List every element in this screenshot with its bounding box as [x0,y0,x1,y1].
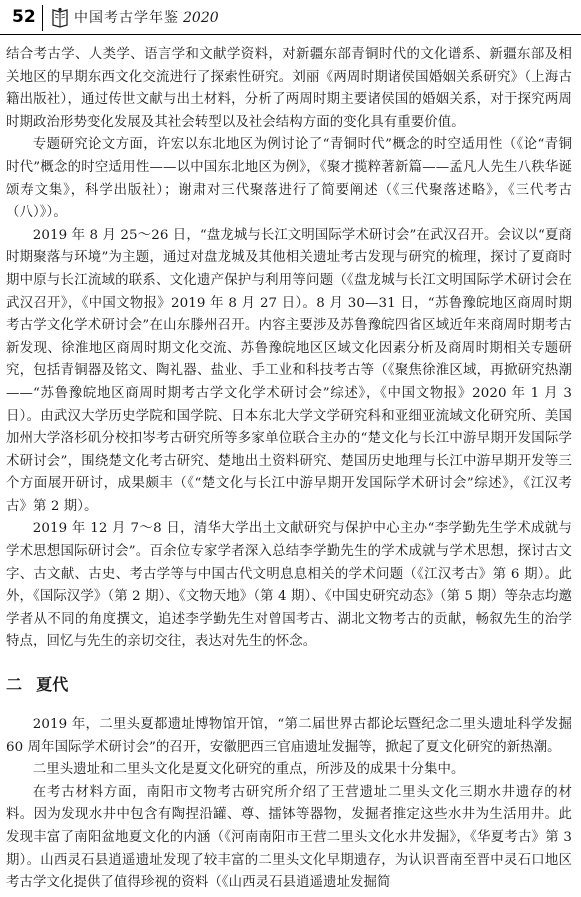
paragraph-5: 2019 年，二里头夏都遗址博物馆开馆，“第二届世界古都论坛暨纪念二里头遗址科学发掘 60 周年国际学术研讨会”的召开，安徽肥西三官庙遗址发掘等，掀起了夏文化研究的新热潮。 [6,717,572,755]
paragraph-6: 二里头遗址和二里头文化是夏文化研究的重点，所涉及的成果十分集中。 [32,762,465,778]
running-header [0,0,581,38]
section-title: 夏代 [36,675,69,695]
section-heading [6,674,572,696]
paragraph-2: 专题研究论文方面，许宏以东北地区为例讨论了“青铜时代”概念的时空适用性（《论“青铜时代”概念的时空适用性——以中国东北地区为例》，《聚才揽粹著新篇——孟凡人先生八秩华诞颂寿文集》，科学出版社）；谢肃对三代聚落进行了简要阐述（《三代聚落述略》，《三代考古（八）》）。 [6,137,572,221]
book-year: 2020 [183,10,219,26]
paragraph-7: 在考古材料方面，南阳市文物考古研究所介绍了王营遗址二里头文化三期水井遗存的材料。因为发现水井中包含有陶捏沿罐、尊、擂钵等器物，发掘者推定这些水井为生活用井。此发现丰富了南阳盆地夏文化的内涵（《河南南阳市王营二里头文化水井发掘》，《华夏考古》第 3 期）。山西灵石县逍遥遗址发现了较丰富的二里头文化早期遗存，为认识晋南至晋中灵石口地区考古学文化提供了值得珍视的资料（《山西灵石县逍遥遗址发掘简 [6,784,572,891]
page-number: 52 [12,7,36,27]
section-number: 二 [6,675,23,695]
header-divider [42,5,43,31]
book-title: 中国考古学年鉴 [74,10,179,26]
paragraph-4: 2019 年 12 月 7～8 日，清华大学出土文献研究与保护中心主办“李学勤先生学术成就与学术思想国际研讨会”。百余位专家学者深入总结李学勤先生的学术成就与学术思想，探讨古文字、古文献、古史、考古学等与中国古代文明息息相关的学术问题（《江汉考古》第 6 期）。此外，《国际汉学》（第 2 期）、《文物天地》（第 4 期）、《中国史研究动态》（第 5 期）等杂志均邀学者从不同的角度撰文，追述李学勤先生对曾国考古、湖北文物考古的贡献，畅叙先生的治学特点，回忆与先生的亲切交往，表达对先生的怀念。 [6,521,572,650]
header-rule-line [0,34,581,35]
book-emblem-icon [50,7,70,29]
paragraph-1: 结合考古学、人类学、语言学和文献学资料，对新疆东部青铜时代的文化谱系、新疆东部及相关地区的早期东西文化交流进行了探索性研究。刘丽《两周时期诸侯国婚姻关系研究》（上海古籍出版社），通过传世文献与出土材料，分析了两周时期主要诸侯国的婚姻关系，对于探究两周时期政治形势变化发展及其社会转型以及社会结构方面的变化具有重要价值。 [6,47,572,130]
main-text [6,44,572,895]
paragraph-3: 2019 年 8 月 25～26 日，“盘龙城与长江文明国际学术研讨会”在武汉召开。会议以“夏商时期聚落与环境”为主题，通过对盘龙城及其他相关遗址考古发现与研究的梳理，探讨了夏商时期中原与长江流域的联系、文化遗产保护与利用等问题（《盘龙城与长江文明国际学术研讨会在武汉召开》，《中国文物报》2019 年 8 月 27 日）。8 月 30—31 日，“苏鲁豫皖地区商周时期考古学文化学术研讨会”在山东滕州召开。内容主要涉及苏鲁豫皖四省区域近年来商周时期考古新发现、徐淮地区商周时期文化交流、苏鲁豫皖地区区域文化因素分析及商周时期相关专题研究，包括青铜器及铭文、陶礼器、盐业、手工业和科技考古等（《聚焦徐淮区域，再掀研究热潮——“苏鲁豫皖地区商周时期考古学文化学术研讨会”综述》，《中国文物报》2020 年 1 月 3 日）。由武汉大学历史学院和国学院、日本东北大学文学研究科和亚细亚流域文化研究所、美国加州大学洛杉矶分校扣岑考古研究所等多家单位联合主办的“楚文化与长江中游早期开发国际学术研讨会”，围绕楚文化考古研究、楚地出土资料研究、楚国历史地理与长江中游早期开发等三个方面展开研讨，成果颇丰（《“楚文化与长江中游早期开发国际学术研讨会”综述》，《江汉考古》第 2 期）。 [6,227,572,514]
